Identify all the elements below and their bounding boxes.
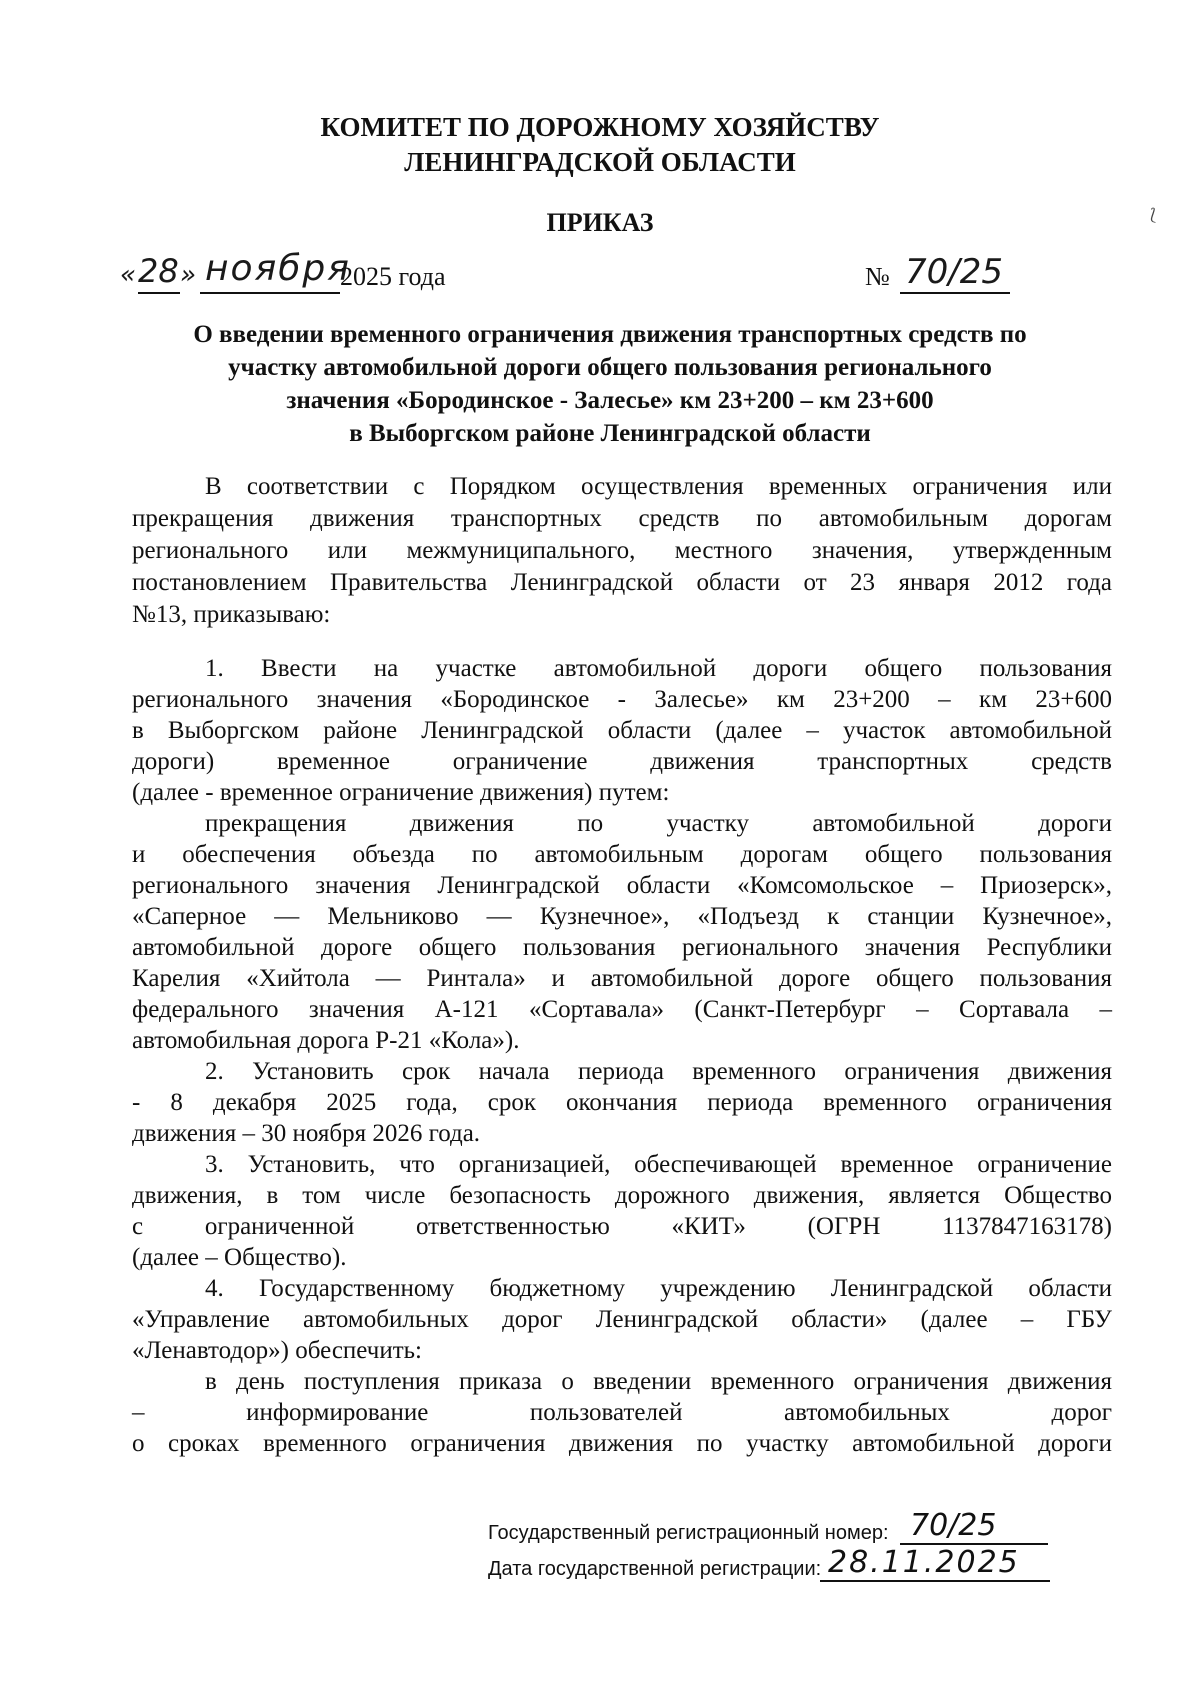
handwritten-day: 28 xyxy=(138,252,179,290)
body-line: Карелия «Хийтола — Ринтала» и автомобильной дороге общего пользования xyxy=(132,965,1112,992)
body-line: (далее – Общество). xyxy=(132,1244,347,1271)
body-line: движения, в том числе безопасность дорожного движения, является Общество xyxy=(132,1182,1112,1209)
number-label: № xyxy=(865,262,890,291)
day-underline xyxy=(138,292,180,294)
title-line: О введении временного ограничения движения транспортных средств по xyxy=(193,321,1027,348)
body-line: прекращения движения транспортных средств по автомобильным дорогам xyxy=(132,505,1112,532)
handwritten-order-number: 70/25 xyxy=(905,252,1003,292)
title-line: участку автомобильной дороги общего пользования регионального xyxy=(228,354,992,381)
body-line: постановлением Правительства Ленинградской области от 23 января 2012 года xyxy=(132,569,1112,596)
month-underline xyxy=(200,292,340,294)
body-line: и обеспечения объезда по автомобильным дорогам общего пользования xyxy=(132,841,1112,868)
registration-date-label: Дата государственной регистрации: xyxy=(488,1558,822,1580)
body-line: федерального значения А-121 «Сортавала» (Санкт-Петербург – Сортавала – xyxy=(132,996,1112,1023)
body-line: 4. Государственному бюджетному учреждению Ленинградской области xyxy=(205,1275,1112,1302)
open-quote: « xyxy=(120,260,137,290)
body-line: дороги) временное ограничение движения транспортных средств xyxy=(132,748,1112,775)
body-line: в Выборгском районе Ленинградской области (далее – участок автомобильной xyxy=(132,717,1112,744)
body-line: (далее - временное ограничение движения) путем: xyxy=(132,779,670,806)
organization-name-line-2: ЛЕНИНГРАДСКОЙ ОБЛАСТИ xyxy=(404,147,796,177)
handwritten-registration-date: 28.11.2025 xyxy=(828,1545,1020,1580)
year-text: 2025 года xyxy=(340,262,446,291)
title-line: значения «Бородинское - Залесье» км 23+200 – км 23+600 xyxy=(286,387,934,414)
body-line: - 8 декабря 2025 года, срок окончания периода временного ограничения xyxy=(132,1089,1112,1116)
body-line: автомобильная дорога Р-21 «Кола»). xyxy=(132,1027,520,1054)
document-type: ПРИКАЗ xyxy=(546,208,654,237)
body-line: «Саперное — Мельниково — Кузнечное», «Подъезд к станции Кузнечное», xyxy=(132,903,1112,930)
margin-mark: ⟅ xyxy=(1150,207,1157,224)
body-line: регионального или межмуниципального, местного значения, утвержденным xyxy=(132,537,1112,564)
title-line: в Выборгском районе Ленинградской области xyxy=(349,420,871,447)
handwritten-registration-number: 70/25 xyxy=(910,1508,997,1543)
body-line: 2. Установить срок начала периода временного ограничения движения xyxy=(205,1058,1112,1085)
body-line: о сроках временного ограничения движения по участку автомобильной дороги xyxy=(132,1430,1112,1457)
organization-name-line-1: КОМИТЕТ ПО ДОРОЖНОМУ ХОЗЯЙСТВУ xyxy=(320,112,880,142)
body-line: 1. Ввести на участке автомобильной дороги общего пользования xyxy=(205,655,1112,682)
body-line: с ограниченной ответственностью «КИТ» (ОГРН 1137847163178) xyxy=(132,1213,1112,1240)
body-line: регионального значения Ленинградской области «Комсомольское – Приозерск», xyxy=(132,872,1112,899)
body-line: прекращения движения по участку автомобильной дороги xyxy=(205,810,1112,837)
body-line: 3. Установить, что организацией, обеспечивающей временное ограничение xyxy=(205,1151,1112,1178)
body-line: – информирование пользователей автомобильных дорог xyxy=(132,1399,1112,1426)
handwritten-month: ноября xyxy=(205,248,351,289)
body-line: движения – 30 ноября 2026 года. xyxy=(132,1120,481,1147)
body-line: №13, приказываю: xyxy=(132,601,331,628)
body-line: регионального значения «Бородинское - Залесье» км 23+200 – км 23+600 xyxy=(132,686,1112,713)
body-line: «Ленавтодор») обеспечить: xyxy=(132,1337,422,1364)
body-line: в день поступления приказа о введении временного ограничения движения xyxy=(205,1368,1112,1395)
body-line: автомобильной дороге общего пользования регионального значения Республики xyxy=(132,934,1112,961)
close-quote: » xyxy=(180,260,197,290)
registration-date-underline xyxy=(820,1580,1050,1582)
body-line: В соответствии с Порядком осуществления временных ограничения или xyxy=(205,473,1112,500)
registration-number-label: Государственный регистрационный номер: xyxy=(488,1522,889,1544)
body-line: «Управление автомобильных дорог Ленинградской области» (далее – ГБУ xyxy=(132,1306,1112,1333)
number-underline xyxy=(900,292,1010,294)
